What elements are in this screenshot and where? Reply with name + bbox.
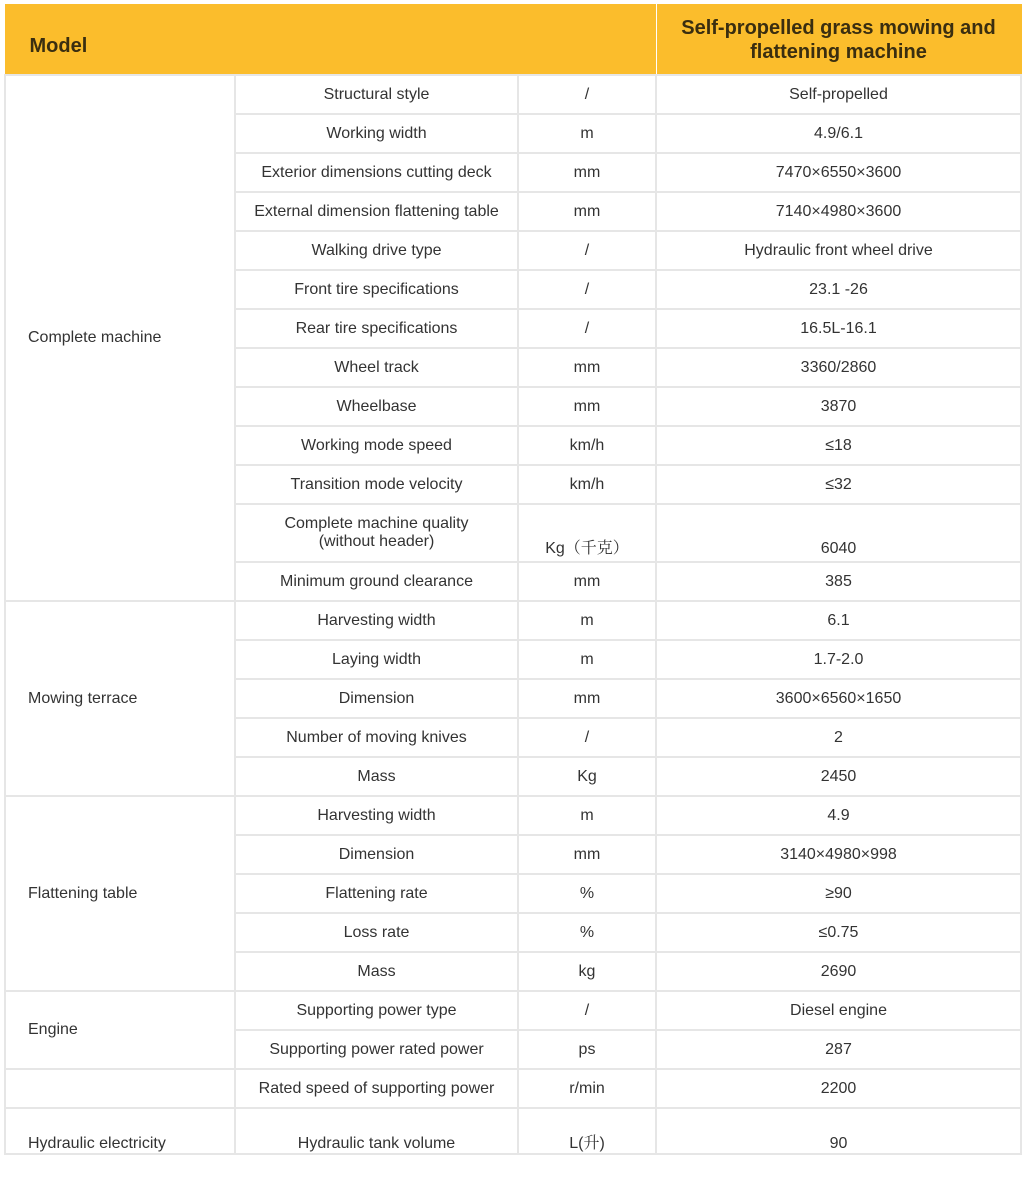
unit-cell: m	[518, 114, 656, 153]
value-cell: 3870	[656, 387, 1021, 426]
value-cell: 6.1	[656, 601, 1021, 640]
param-cell: Wheelbase	[235, 387, 518, 426]
param-cell: Supporting power rated power	[235, 1030, 518, 1069]
value-cell: 2	[656, 718, 1021, 757]
header-row	[5, 5, 1021, 76]
unit-cell: mm	[518, 562, 656, 601]
param-cell: Walking drive type	[235, 231, 518, 270]
value-cell: Self-propelled	[656, 75, 1021, 114]
param-cell: Number of moving knives	[235, 718, 518, 757]
unit-cell: /	[518, 309, 656, 348]
value-cell: 287	[656, 1030, 1021, 1069]
unit-cell: Kg	[518, 757, 656, 796]
param-line-2: (without header)	[318, 533, 435, 550]
value-cell: 3140×4980×998	[656, 835, 1021, 874]
param-cell: Wheel track	[235, 348, 518, 387]
unit-cell: ps	[518, 1030, 656, 1069]
param-cell: External dimension flattening table	[235, 192, 518, 231]
param-cell: Mass	[235, 952, 518, 991]
value-cell: 2200	[656, 1069, 1021, 1108]
param-cell: Working mode speed	[235, 426, 518, 465]
value-cell: 2450	[656, 757, 1021, 796]
table-row	[5, 75, 1021, 114]
table-row	[5, 1108, 1021, 1154]
unit-cell: Kg（千克）	[518, 504, 656, 562]
machine-name-header: Self-propelled grass mowing and flattening machine	[656, 5, 1021, 76]
param-cell: Minimum ground clearance	[235, 562, 518, 601]
unit-cell: mm	[518, 192, 656, 231]
unit-cell: /	[518, 718, 656, 757]
group-complete-machine: Complete machine	[5, 75, 235, 601]
unit-cell: mm	[518, 387, 656, 426]
value-cell: 7470×6550×3600	[656, 153, 1021, 192]
group-mowing-terrace: Mowing terrace	[5, 601, 235, 796]
value-cell: 2690	[656, 952, 1021, 991]
value-cell: ≤32	[656, 465, 1021, 504]
param-cell: Transition mode velocity	[235, 465, 518, 504]
param-cell: Flattening rate	[235, 874, 518, 913]
group-hydraulic-electricity: Hydraulic electricity	[5, 1108, 235, 1154]
value-cell: 16.5L-16.1	[656, 309, 1021, 348]
value-cell: 23.1 -26	[656, 270, 1021, 309]
unit-cell: /	[518, 270, 656, 309]
param-line-1: Complete machine quality	[284, 515, 469, 532]
value-cell: ≥90	[656, 874, 1021, 913]
unit-cell: m	[518, 601, 656, 640]
table-row	[5, 796, 1021, 835]
param-cell: Exterior dimensions cutting deck	[235, 153, 518, 192]
value-cell: ≤0.75	[656, 913, 1021, 952]
group-engine: Engine	[5, 991, 235, 1069]
param-cell: Supporting power type	[235, 991, 518, 1030]
table-row	[5, 601, 1021, 640]
value-cell: 385	[656, 562, 1021, 601]
param-cell: Rated speed of supporting power	[235, 1069, 518, 1108]
param-cell	[235, 504, 518, 562]
unit-cell: %	[518, 874, 656, 913]
group-empty-cell	[5, 1069, 235, 1108]
unit-cell: km/h	[518, 465, 656, 504]
param-cell: Laying width	[235, 640, 518, 679]
model-header: Model	[5, 5, 656, 76]
param-cell: Dimension	[235, 679, 518, 718]
value-cell: Diesel engine	[656, 991, 1021, 1030]
table-row	[5, 1069, 1021, 1108]
param-cell: Mass	[235, 757, 518, 796]
param-cell: Front tire specifications	[235, 270, 518, 309]
value-cell: 6040	[656, 504, 1021, 562]
value-cell: ≤18	[656, 426, 1021, 465]
param-cell: Dimension	[235, 835, 518, 874]
unit-cell: mm	[518, 348, 656, 387]
unit-cell: %	[518, 913, 656, 952]
spec-table	[4, 4, 1022, 1155]
value-cell: 7140×4980×3600	[656, 192, 1021, 231]
unit-cell: m	[518, 640, 656, 679]
param-cell: Harvesting width	[235, 796, 518, 835]
unit-cell: /	[518, 75, 656, 114]
group-flattening-table: Flattening table	[5, 796, 235, 991]
value-cell: Hydraulic front wheel drive	[656, 231, 1021, 270]
param-cell: Hydraulic tank volume	[235, 1108, 518, 1154]
unit-cell: kg	[518, 952, 656, 991]
unit-cell: m	[518, 796, 656, 835]
unit-cell: mm	[518, 679, 656, 718]
value-cell: 4.9	[656, 796, 1021, 835]
unit-cell: km/h	[518, 426, 656, 465]
unit-cell: r/min	[518, 1069, 656, 1108]
value-cell: 90	[656, 1108, 1021, 1154]
unit-cell: mm	[518, 153, 656, 192]
param-cell: Harvesting width	[235, 601, 518, 640]
value-cell: 3360/2860	[656, 348, 1021, 387]
unit-cell: /	[518, 231, 656, 270]
table-row	[5, 991, 1021, 1030]
unit-cell: L(升)	[518, 1108, 656, 1154]
param-cell: Rear tire specifications	[235, 309, 518, 348]
unit-cell: mm	[518, 835, 656, 874]
param-cell: Structural style	[235, 75, 518, 114]
param-cell: Working width	[235, 114, 518, 153]
unit-cell: /	[518, 991, 656, 1030]
param-cell: Loss rate	[235, 913, 518, 952]
value-cell: 1.7-2.0	[656, 640, 1021, 679]
value-cell: 3600×6560×1650	[656, 679, 1021, 718]
value-cell: 4.9/6.1	[656, 114, 1021, 153]
